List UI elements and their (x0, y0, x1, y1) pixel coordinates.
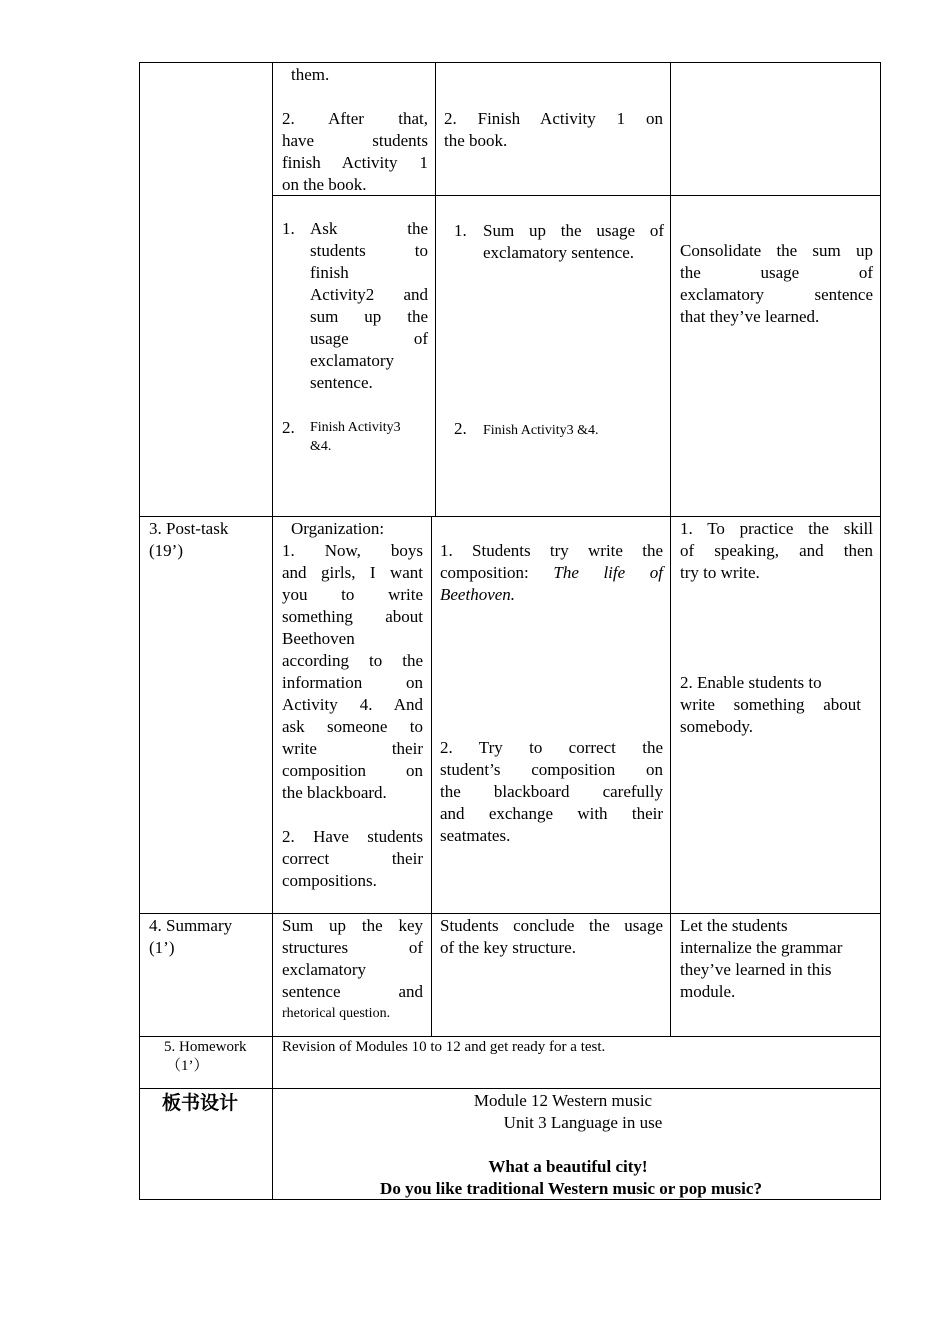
row4-purpose (680, 915, 873, 1003)
text-line: Let the students (680, 916, 788, 935)
italic-title: The life of (553, 563, 663, 582)
text-line: write something about (680, 695, 861, 714)
text-line: you to write (282, 585, 423, 604)
module-title: Module 12 Western music (473, 1091, 653, 1110)
text-line: Ask the (310, 219, 428, 238)
row1-teacher-intro (291, 64, 329, 86)
text-line: composition on (282, 761, 423, 780)
text-line: 2. After that, (282, 109, 428, 128)
text-line: somebody. (680, 717, 754, 736)
text-line: correct their (282, 849, 423, 868)
text-line: the book. (444, 131, 508, 150)
col-divider (272, 62, 273, 1200)
text-line: try to write. (680, 563, 760, 582)
list-number: 2. (454, 419, 467, 438)
row5-homework (282, 1038, 605, 1057)
row-divider (139, 1088, 881, 1089)
row3-student-item2 (440, 737, 663, 847)
text-line: Sum up the key (282, 916, 423, 935)
text-line: internalize the grammar (680, 938, 843, 957)
text-line: Consolidate the sum up (680, 241, 873, 260)
text-line: they’ve learned in this (680, 960, 832, 979)
text-line: 2. Try to correct the (440, 738, 663, 757)
text-line: 2. Enable students to (680, 673, 822, 692)
text-line: exclamatory (282, 960, 367, 979)
text-line: Finish Activity3 (310, 420, 401, 435)
list-number: 1. (282, 219, 295, 238)
row2-purpose (680, 240, 873, 328)
text-line: and exchange with their (440, 804, 663, 823)
row2-student-item2-number (454, 418, 467, 440)
text-line: finish Activity 1 (282, 153, 428, 172)
stage-duration: （1’） (166, 1058, 209, 1074)
text-line: 1. Now, boys (282, 541, 423, 560)
text-line: structures of (282, 938, 423, 957)
text-line: sum up the (310, 307, 428, 326)
text-line: according to the (282, 651, 423, 670)
row-divider (139, 913, 881, 914)
text: Organization: (291, 519, 385, 538)
stage-duration: (19’) (149, 541, 183, 560)
row2-student-item1 (483, 220, 664, 264)
text: Revision of Modules 10 to 12 and get ready for a test. (282, 1039, 606, 1055)
text: 板书设计 (162, 1092, 239, 1114)
col-divider (431, 516, 432, 1036)
text-line: sentence. (310, 373, 373, 392)
text-line: 2. Have students (282, 827, 423, 846)
row2-teacher-item2-number (282, 417, 295, 439)
example-sentence: What a beautiful city! (488, 1157, 648, 1176)
row3-teacher-item1 (282, 540, 423, 804)
text-line: Beethoven (282, 629, 355, 648)
unit-title: Unit 3 Language in use (503, 1113, 663, 1132)
text-line: sentence and (282, 982, 423, 1001)
text-line: that they’ve learned. (680, 307, 820, 326)
blackboard-design-content (273, 1090, 853, 1200)
text: them. (291, 65, 330, 84)
row-divider (139, 516, 881, 517)
text-line: of speaking, and then (680, 541, 873, 560)
text-line: student’s composition on (440, 760, 663, 779)
text-line: ask someone to (282, 717, 423, 736)
row2-teacher-item1-number (282, 218, 295, 240)
text-line: Sum up the usage of (483, 221, 664, 240)
list-number: 2. (282, 418, 295, 437)
row3-purpose-item1 (680, 518, 873, 584)
table-border-top (139, 62, 881, 63)
text-line: module. (680, 982, 736, 1001)
text-line: &4. (310, 439, 332, 454)
table-border-right (880, 62, 881, 1200)
stage-label: 5. Homework (164, 1039, 247, 1055)
row2-teacher-item2 (310, 418, 428, 456)
text-line: the blackboard carefully (440, 782, 663, 801)
row2-student-item1-number (454, 220, 467, 242)
example-sentence: Do you like traditional Western music or pop music? (380, 1179, 762, 1198)
text-line: finish (310, 263, 349, 282)
text-line: students to (310, 241, 428, 260)
row-divider (139, 1036, 881, 1037)
text-line: compositions. (282, 871, 377, 890)
row1-student-activity (444, 108, 663, 152)
text-line (440, 584, 663, 606)
stage-duration: (1’) (149, 938, 175, 957)
text-line: of the key structure. (440, 938, 576, 957)
text-line: Activity 4. And (282, 695, 423, 714)
row3-stage (149, 518, 228, 562)
col-divider (435, 62, 436, 516)
row5-stage (164, 1038, 247, 1076)
list-number: 1. (454, 221, 467, 240)
text-line: exclamatory sentence (680, 285, 873, 304)
stage-label: 3. Post-task (149, 519, 229, 538)
text-line: usage of (310, 329, 428, 348)
text-line: information on (282, 673, 423, 692)
text-line: something about (282, 607, 423, 626)
blackboard-design-label (162, 1092, 238, 1114)
row3-purpose-item2 (680, 672, 861, 738)
stage-label: 4. Summary (149, 916, 233, 935)
text-line: 2. Finish Activity 1 on (444, 109, 663, 128)
text-line: and girls, I want (282, 563, 423, 582)
text: composition: (440, 563, 529, 582)
row2-teacher-item1 (310, 218, 428, 394)
text-line: seatmates. (440, 826, 511, 845)
row2-student-item2 (483, 420, 599, 442)
text-line: Activity2 and (310, 285, 428, 304)
spacer (273, 1134, 853, 1156)
text-line: Students conclude the usage (440, 916, 663, 935)
text-line: write their (282, 739, 423, 758)
row3-teacher-heading (291, 518, 384, 540)
text-line: have students (282, 131, 428, 150)
text-line: on the book. (282, 175, 367, 194)
row3-student-item1 (440, 540, 663, 606)
italic-title: Beethoven. (440, 585, 516, 604)
text-line: the usage of (680, 263, 873, 282)
text-line: rhetorical question. (282, 1006, 391, 1021)
text-line: 1. Students try write the (440, 541, 663, 560)
row4-stage (149, 915, 232, 959)
text-line: the blackboard. (282, 783, 387, 802)
col-divider (670, 62, 671, 1036)
row1-teacher-activity (282, 108, 428, 196)
text-line: exclamatory (310, 351, 395, 370)
table-border-left (139, 62, 140, 1200)
text-line: 1. To practice the skill (680, 519, 873, 538)
text-line (440, 562, 663, 584)
text-line: exclamatory sentence. (483, 243, 635, 262)
text: Finish Activity3 &4. (483, 423, 599, 438)
row4-teacher (282, 915, 423, 1025)
row3-teacher-item2 (282, 826, 423, 892)
row4-student (440, 915, 663, 959)
